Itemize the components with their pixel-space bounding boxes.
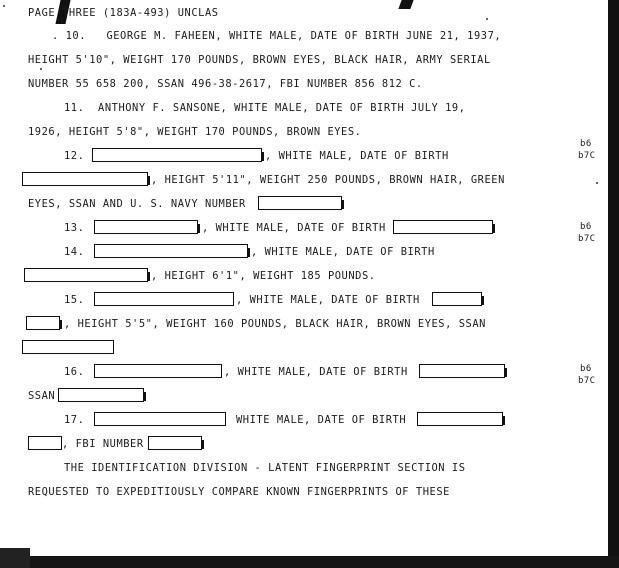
redaction-box: [92, 148, 262, 162]
item-15-line-2: , HEIGHT 5'5", WEIGHT 160 POUNDS, BLACK HAIR, BROWN EYES, SSAN: [64, 318, 486, 330]
scan-right-edge: [608, 0, 619, 568]
page-header: PAGE THREE (183A-493) UNCLAS: [28, 7, 219, 19]
item-17-line-1: WHITE MALE, DATE OF BIRTH: [236, 414, 407, 426]
scan-speck: [596, 182, 598, 184]
scan-mark-top-right: [398, 0, 413, 9]
item-16-line-1: , WHITE MALE, DATE OF BIRTH: [224, 366, 408, 378]
redaction-box: [258, 196, 342, 210]
item-16-line-2: SSAN: [28, 390, 56, 402]
redaction-box: [419, 364, 505, 378]
exemption-b7c: b7C: [578, 376, 596, 386]
redaction-tick: [342, 200, 344, 209]
redaction-box: [148, 436, 202, 450]
redaction-tick: [144, 392, 146, 401]
redaction-box: [432, 292, 482, 306]
redaction-box: [417, 412, 503, 426]
redaction-tick: [198, 224, 200, 233]
redaction-tick: [503, 416, 505, 425]
redaction-tick: [505, 368, 507, 377]
exemption-b7c: b7C: [578, 234, 596, 244]
item-15-line-1: , WHITE MALE, DATE OF BIRTH: [236, 294, 420, 306]
redaction-box: [22, 340, 114, 354]
item-15-number: 15.: [64, 294, 85, 306]
redaction-tick: [248, 248, 250, 257]
item-17-line-2: , FBI NUMBER: [62, 438, 144, 450]
exemption-b7c: b7C: [578, 151, 596, 161]
redaction-box: [94, 220, 198, 234]
item-13-number: 13.: [64, 222, 85, 234]
redaction-box: [94, 364, 222, 378]
item-12-line-3: EYES, SSAN AND U. S. NAVY NUMBER: [28, 198, 246, 210]
redaction-box: [24, 268, 148, 282]
redaction-box: [94, 292, 234, 306]
redaction-tick: [148, 272, 150, 281]
item-12-line-2: , HEIGHT 5'11", WEIGHT 250 POUNDS, BROWN HAIR, GREEN: [151, 174, 505, 186]
redaction-box: [58, 388, 144, 402]
item-14-line-1: , WHITE MALE, DATE OF BIRTH: [251, 246, 435, 258]
item-13-line-1: , WHITE MALE, DATE OF BIRTH: [202, 222, 386, 234]
scan-speck: [40, 68, 42, 70]
item-10-line-1: . 10. GEORGE M. FAHEEN, WHITE MALE, DATE OF BIRTH JUNE 21, 1937,: [52, 30, 502, 42]
redaction-tick: [148, 176, 150, 185]
closing-line-2: REQUESTED TO EXPEDITIOUSLY COMPARE KNOWN FINGERPRINTS OF THESE: [28, 486, 450, 498]
scan-speck: [3, 5, 5, 7]
item-12-number: 12.: [64, 150, 85, 162]
item-16-number: 16.: [64, 366, 85, 378]
exemption-b6: b6: [580, 364, 592, 374]
redaction-box: [28, 436, 62, 450]
redaction-box: [26, 316, 60, 330]
redaction-box: [94, 244, 248, 258]
redaction-tick: [482, 296, 484, 305]
redaction-tick: [202, 440, 204, 449]
redaction-box: [22, 172, 148, 186]
redaction-tick: [493, 224, 495, 233]
scan-bottom-edge: [0, 556, 619, 568]
item-11-line-2: 1926, HEIGHT 5'8", WEIGHT 170 POUNDS, BROWN EYES.: [28, 126, 362, 138]
item-14-number: 14.: [64, 246, 85, 258]
item-10-line-3: NUMBER 55 658 200, SSAN 496-38-2617, FBI NUMBER 856 812 C.: [28, 78, 423, 90]
redaction-tick: [262, 152, 264, 161]
exemption-b6: b6: [580, 222, 592, 232]
redaction-tick: [60, 320, 62, 329]
item-14-line-2: , HEIGHT 6'1", WEIGHT 185 POUNDS.: [151, 270, 376, 282]
redaction-box: [94, 412, 226, 426]
exemption-b6: b6: [580, 139, 592, 149]
scan-speck: [486, 18, 488, 20]
scan-corner-shadow: [0, 548, 30, 568]
item-17-number: 17.: [64, 414, 85, 426]
redaction-box: [393, 220, 493, 234]
closing-line-1: THE IDENTIFICATION DIVISION - LATENT FINGERPRINT SECTION IS: [64, 462, 466, 474]
item-12-line-1: , WHITE MALE, DATE OF BIRTH: [265, 150, 449, 162]
item-10-line-2: HEIGHT 5'10", WEIGHT 170 POUNDS, BROWN EYES, BLACK HAIR, ARMY SERIAL: [28, 54, 491, 66]
item-11-line-1: 11. ANTHONY F. SANSONE, WHITE MALE, DATE OF BIRTH JULY 19,: [64, 102, 466, 114]
